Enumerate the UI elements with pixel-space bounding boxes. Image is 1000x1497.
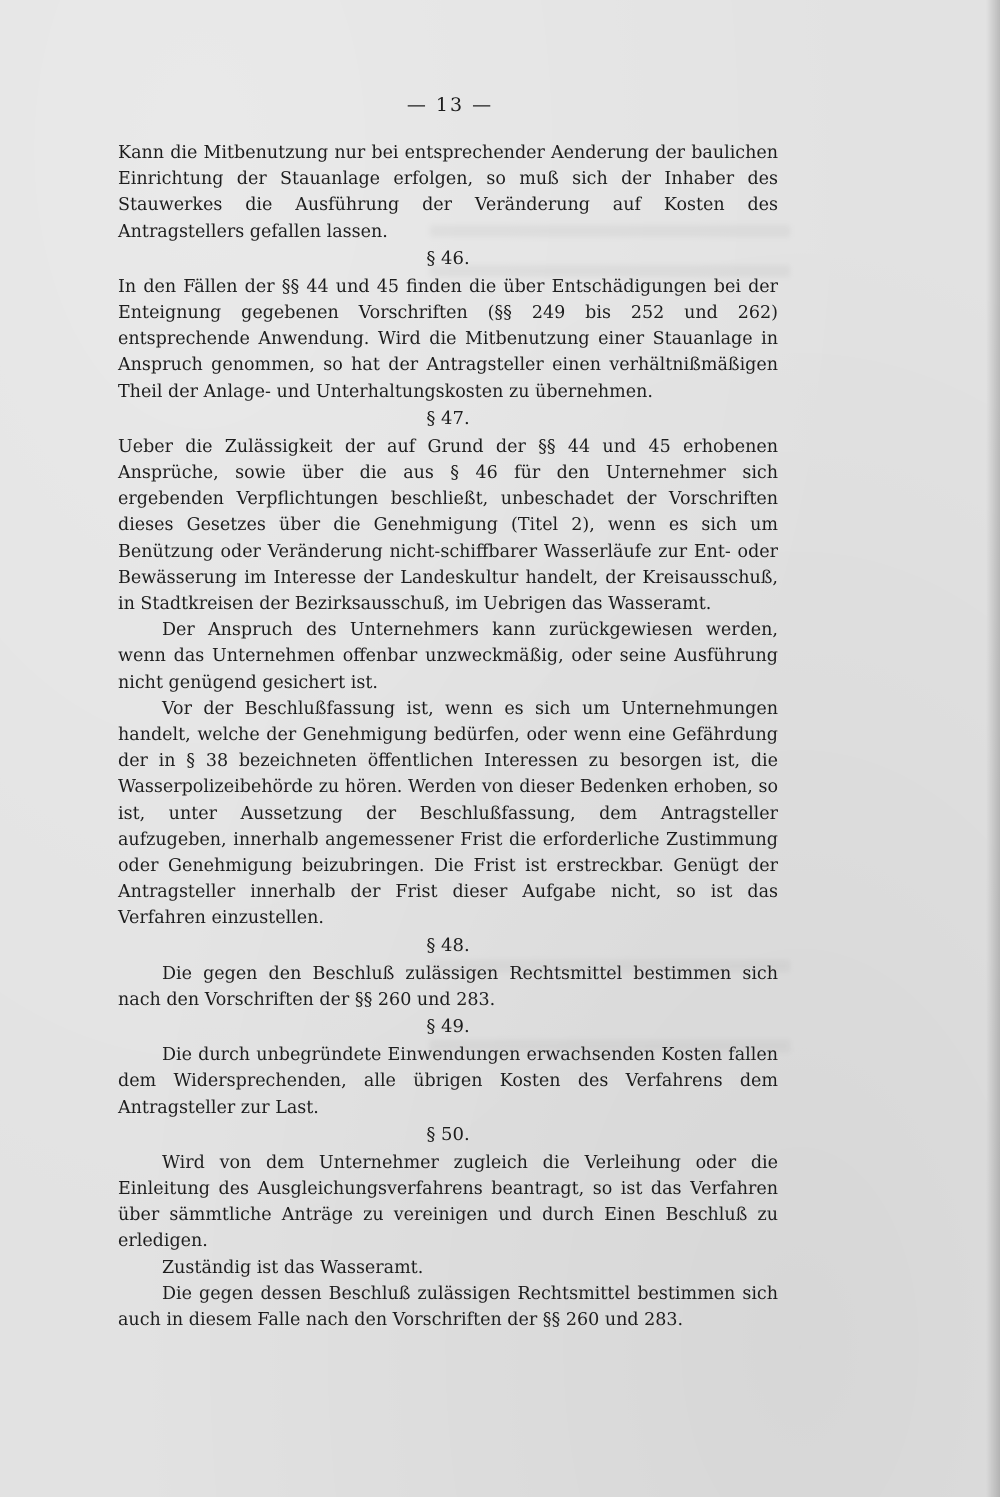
section-heading: § 49. [426,1016,470,1038]
section-heading: § 47. [426,407,470,429]
paragraph: Die gegen den Beschluß zulässigen Rechtsmittel bestimmen sich nach den Vorschriften der §§ 260 und 283. [118,963,778,1010]
paragraph: Wird von dem Unternehmer zugleich die Verleihung oder die Einleitung des Ausgleichungsverfahrens beantragt, so ist das Verfahren über sämmtliche Anträge zu vereinigen und durch Einen Beschluß zu erledigen. [118,1152,778,1252]
paragraph: Der Anspruch des Unternehmers kann zurückgewiesen werden, wenn das Unternehmen offenbar unzweckmäßig, oder seine Ausführung nicht genügend gesichert ist. [118,620,778,693]
section-49 [118,1014,778,1121]
section-46 [118,246,778,405]
page-number: — 13 — [406,94,494,116]
paragraph: Die durch unbegründete Einwendungen erwachsenden Kosten fallen dem Widersprechenden, alle übrigen Kosten des Verfahrens dem Antragsteller zur Last. [118,1045,778,1118]
page-edge-shadow [986,0,1000,1497]
section-48 [118,933,778,1013]
paragraph: In den Fällen der §§ 44 und 45 finden die über Entschädigungen bei der Enteignung gegebenen Vorschriften (§§ 249 bis 252 und 262) entsprechende Anwendung. Wird die Mitbenutzung einer Stauanlage in Anspruch genommen, so hat der Antragsteller einen verhältnißmäßigen Theil der Anlage- und Unterhaltungskosten zu übernehmen. [118,276,778,402]
section-heading: § 46. [426,247,470,269]
document-body [118,140,778,1333]
paragraph: Die gegen dessen Beschluß zulässigen Rechtsmittel bestimmen sich auch in diesem Falle nach den Vorschriften der §§ 260 und 283. [118,1283,778,1330]
paragraph: Vor der Beschlußfassung ist, wenn es sich um Unternehmungen handelt, welche der Genehmigung bedürfen, oder wenn eine Gefährdung der in § 38 bezeichneten öffentlichen Interessen zu besorgen ist, die Wasserpolizeibehörde zu hören. Werden von dieser Bedenken erhoben, so ist, unter Aussetzung der Beschlußfassung, dem Antragsteller aufzugeben, innerhalb angemessener Frist die erforderliche Zustimmung oder Genehmigung beizubringen. Die Frist ist erstreckbar. Genügt der Antragsteller innerhalb der Frist dieser Aufgabe nicht, so ist das Verfahren einzustellen. [118,698,778,929]
section-heading: § 50. [426,1123,470,1145]
section-50 [118,1122,778,1333]
section-heading: § 48. [426,934,470,956]
paragraph: Ueber die Zulässigkeit der auf Grund der §§ 44 und 45 erhobenen Ansprüche, sowie über die aus § 46 für den Unternehmer sich ergebenden Verpflichtungen beschließt, unbeschadet der Vorschriften dieses Gesetzes über die Genehmigung (Titel 2), wenn es sich um Benützung oder Veränderung nicht-schiffbarer Wasserläufe zur Ent- oder Bewässerung im Interesse der Landeskultur handelt, der Kreisausschuß, in Stadtkreisen der Bezirksausschuß, im Uebrigen das Wasseramt. [118,436,778,615]
section-47 [118,406,778,932]
paragraph: Zuständig ist das Wasseramt. [162,1257,424,1278]
section-intro [118,140,778,245]
paragraph: Kann die Mitbenutzung nur bei entsprechender Aenderung der baulichen Einrichtung der Stauanlage erfolgen, so muß sich der Inhaber des Stauwerkes die Ausführung der Veränderung auf Kosten des Antragstellers gefallen lassen. [118,143,778,242]
